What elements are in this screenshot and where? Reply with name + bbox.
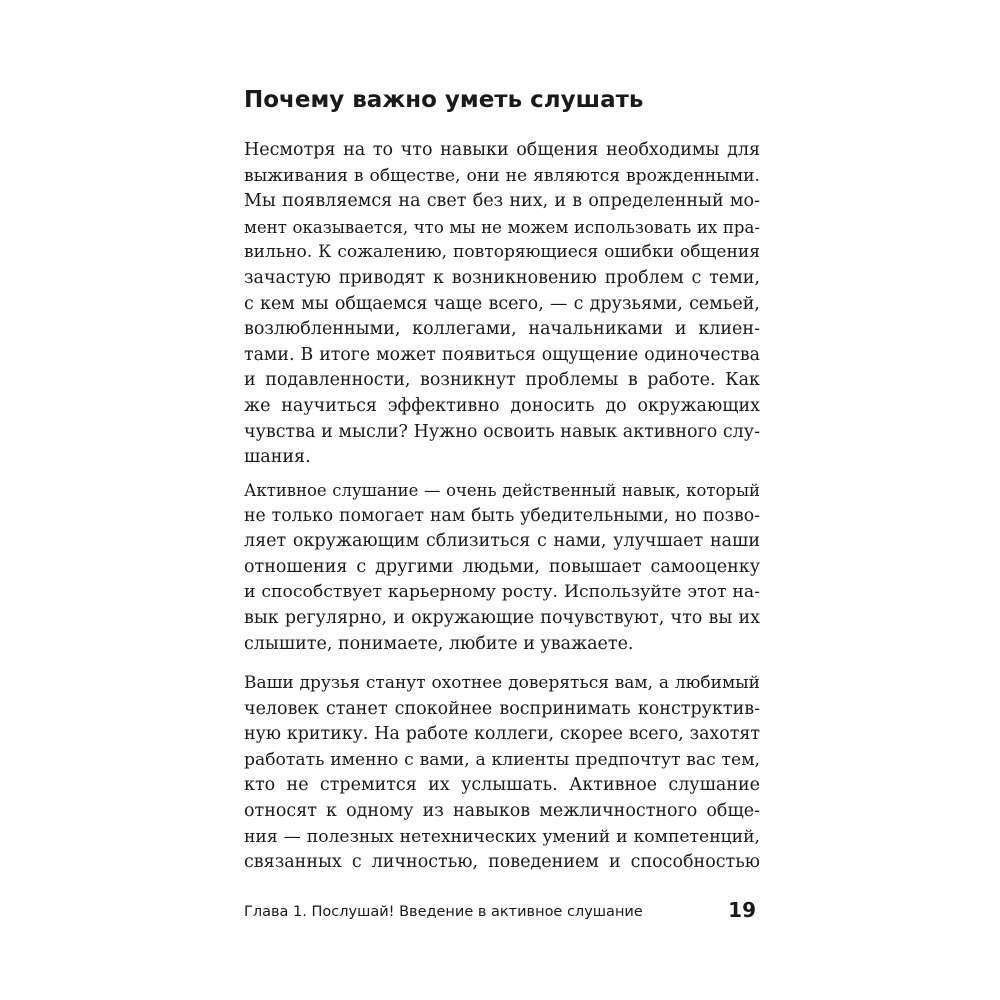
- text-line: шания.: [244, 447, 311, 468]
- text-line: относят к одному из навыков межличностного обще-: [244, 800, 760, 821]
- text-line: кто не стремится их услышать. Активное слушание: [244, 775, 760, 796]
- text-line: выживания в обществе, они не являются врожденными.: [244, 165, 760, 186]
- text-line: ляет окружающим сблизиться с нами, улучшает наши: [244, 531, 760, 552]
- text-line: связанных с личностью, поведением и способностью: [244, 852, 760, 873]
- text-line: возлюбленными, коллегами, начальниками и клиен-: [244, 319, 760, 340]
- paragraph-2: [244, 478, 760, 657]
- text-line: отношения с другими людьми, повышает самооценку: [244, 556, 760, 577]
- text-line: не только помогает нам быть убедительными, но позво-: [244, 505, 760, 526]
- text-line: человек станет спокойнее воспринимать конструктив-: [244, 698, 760, 719]
- text-line: же научиться эффективно доносить до окружающих: [244, 395, 760, 416]
- text-line: Мы появляемся на свет без них, и в определенный мо-: [244, 191, 760, 212]
- text-line: и подавленности, возникнут проблемы в работе. Как: [244, 370, 760, 391]
- page-number: 19: [728, 898, 756, 922]
- paragraph-1: [244, 138, 760, 471]
- text-line: тами. В итоге может появиться ощущение одиночества: [244, 344, 760, 365]
- text-line: ния — полезных нетехнических умений и компетенций,: [244, 826, 760, 847]
- text-line: Несмотря на то что навыки общения необходимы для: [244, 140, 760, 160]
- text-line: и способствует карьерному росту. Используйте этот на-: [244, 582, 760, 603]
- text-line: чувства и мысли? Нужно освоить навык активного слу-: [244, 421, 760, 442]
- section-heading: Почему важно уметь слушать: [244, 87, 644, 113]
- text-line: работать именно с вами, а клиенты предпочтут вас тем,: [244, 749, 760, 770]
- running-footer-title: Глава 1. Послушай! Введение в активное слушание: [244, 904, 643, 920]
- text-line: слышите, понимаете, любите и уважаете.: [244, 633, 634, 654]
- paragraph-3: [244, 671, 760, 876]
- text-line: зачастую приводят к возникновению проблем с теми,: [244, 267, 760, 288]
- text-line: с кем мы общаемся чаще всего, — с друзьями, семьей,: [244, 293, 760, 314]
- text-line: Ваши друзья станут охотнее доверяться вам, а любимый: [244, 673, 760, 693]
- text-line: вык регулярно, и окружающие почувствуют, что вы их: [244, 607, 760, 628]
- text-line: мент оказывается, что мы не можем использовать их пра-: [244, 217, 760, 237]
- text-line: ную критику. На работе коллеги, скорее всего, захотят: [244, 724, 760, 745]
- text-line: Активное слушание — очень действенный навык, который: [244, 481, 760, 500]
- text-line: вильно. К сожалению, повторяющиеся ошибки общения: [244, 242, 760, 263]
